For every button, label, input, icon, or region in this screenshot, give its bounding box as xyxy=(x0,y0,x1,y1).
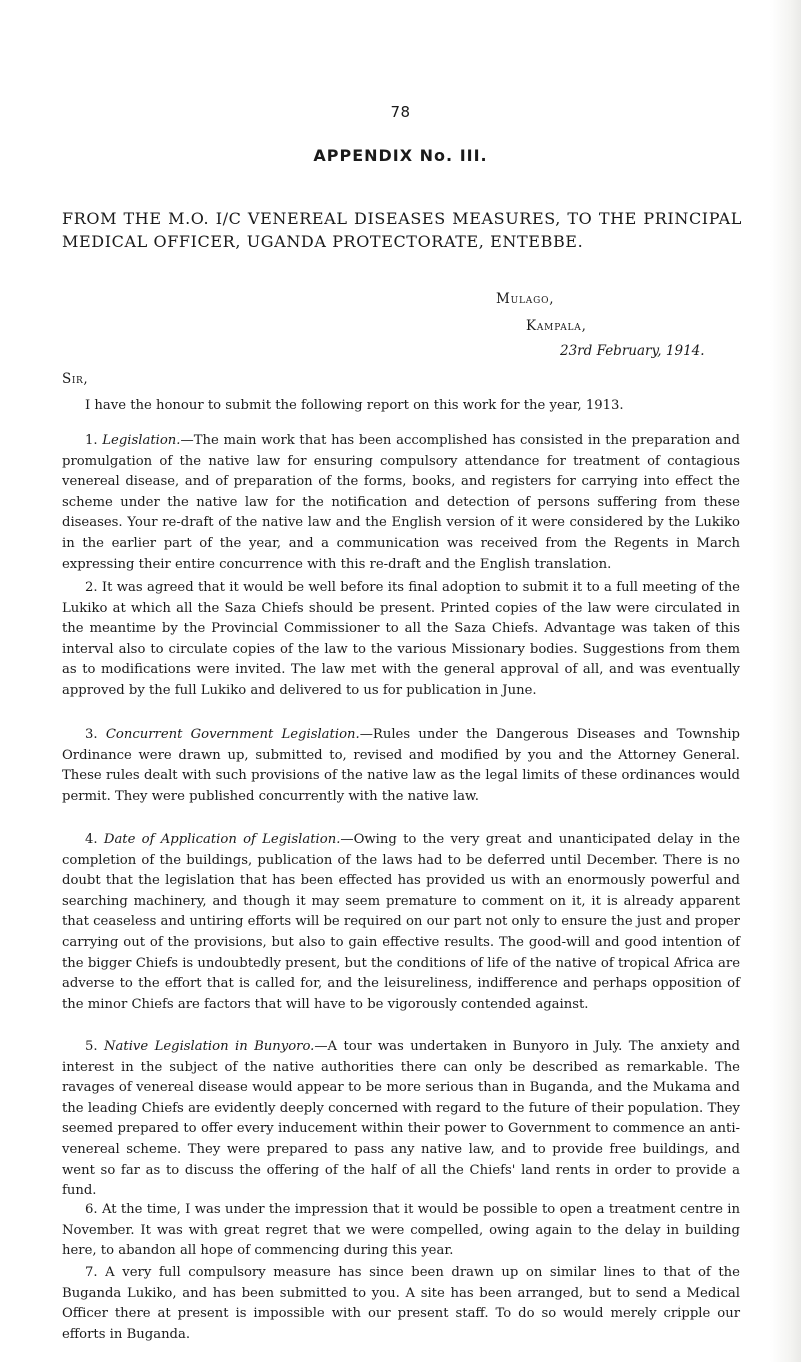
paragraph-text: —A tour was undertaken in Bunyoro in July. The anxiety and interest in the subject of the native authorities there can only be described as remarkable. The ravages of venereal disease would appear to be more serious than in Buganda, and the Mukama and the leading Chiefs are evidently deeply concerned with regard to the future of their population. They seemed prepared to offer every inducement within their power to Government to commence an anti-venereal scheme. They were prepared to pass any native law, and to provide free buildings, and went so far as to discuss the offering of the half of all the Chiefs' land rents in order to provide a fund. xyxy=(62,1039,741,1199)
paragraph-5 xyxy=(62,1037,740,1202)
paragraph-1 xyxy=(62,431,740,575)
paragraph-4 xyxy=(62,830,740,1015)
letter-heading: FROM THE M.O. I/C VENEREAL DISEASES MEASURES, TO THE PRINCIPAL MEDICAL OFFICER, UGANDA PROTECTORATE, ENTEBBE. xyxy=(62,209,742,251)
letter-date: 23rd February, 1914. xyxy=(560,343,705,359)
paragraph-title: Native Legislation in Bunyoro. xyxy=(104,1039,315,1054)
paragraph-2 xyxy=(62,578,740,702)
paragraph-3 xyxy=(62,725,740,807)
paragraph-title: Legislation. xyxy=(102,433,181,448)
paragraph-title: Concurrent Government Legislation. xyxy=(105,727,360,742)
salutation: Sir, xyxy=(62,371,89,387)
intro-paragraph: I have the honour to submit the following report on this work for the year, 1913. xyxy=(85,398,624,413)
paragraph-number: 5. xyxy=(85,1039,98,1054)
paragraph-number: 7. xyxy=(85,1265,98,1280)
paragraph-number: 2. xyxy=(85,580,98,595)
paragraph-text: It was agreed that it would be well before its final adoption to submit it to a full meeting of the Lukiko at which all the Saza Chiefs should be present. Printed copies of the law were circulated in the meantime by the Provincial Commissioner to all the Saza Chiefs. Advantage was taken of this interval also to circulate copies of the law to the various Missionary bodies. Suggestions from them as to modifications were invited. The law met with the general approval of all, and was eventually approved by the full Lukiko and delivered to us for publication in June. xyxy=(62,580,740,698)
paragraph-text: —The main work that has been accomplished has consisted in the preparation and promulgation of the native law for ensuring compulsory attendance for treatment of contagious venereal disease, and of preparation of the forms, books, and registers for carrying into effect the scheme under the native law for the notification and detection of persons suffering from these diseases. Your re-draft of the native law and the English version of it were considered by the Lukiko in the earlier part of the year, and a communication was received from the Regents in March expressing their entire concurrence with this re-draft and the English translation. xyxy=(62,433,740,572)
paragraph-number: 3. xyxy=(85,727,98,742)
paragraph-text: —Owing to the very great and unanticipated delay in the completion of the buildings, publication of the laws had to be deferred until December. There is no doubt that the legislation that has been effected has provided us with an enormously powerful and searching machinery, and though it may seem premature to comment on it, it is already apparent that ceaseless and untiring efforts will be required on our part not only to ensure the just and proper carrying out of the provisions, but also to gain effective results. The good-will and good intention of the bigger Chiefs is undoubtedly present, but the conditions of life of the native of tropical Africa are adverse to the effort that is called for, and the leisureliness, indifference and perhaps opposition of the minor Chiefs are factors that will have to be vigorously contended against. xyxy=(62,832,741,1012)
appendix-title: APPENDIX No. III. xyxy=(313,146,488,165)
paragraph-number: 6. xyxy=(85,1202,98,1217)
address-line-kampala: Kampala, xyxy=(526,318,587,334)
address-line-mulago: Mulago, xyxy=(496,291,555,307)
paragraph-text: A very full compulsory measure has since been drawn up on similar lines to that of the Buganda Lukiko, and has been submitted to you. A site has been arranged, but to send a Medical Officer there at present is impossible with our present staff. To do so would merely cripple our efforts in Buganda. xyxy=(62,1265,740,1342)
paragraph-title: Date of Application of Legislation. xyxy=(103,832,341,847)
paragraph-text: —Rules under the Dangerous Diseases and Township Ordinance were drawn up, submitted to, revised and modified by you and the Attorney General. These rules dealt with such provisions of the native law as the legal limits of these ordinances would permit. They were published concurrently with the native law. xyxy=(62,727,740,804)
paragraph-7 xyxy=(62,1263,740,1345)
paragraph-number: 1. xyxy=(85,433,98,448)
paragraph-6 xyxy=(62,1200,740,1262)
paragraph-number: 4. xyxy=(85,832,98,847)
page-number: 78 xyxy=(390,103,411,121)
paragraph-text: At the time, I was under the impression that it would be possible to open a treatment centre in November. It was with great regret that we were compelled, owing again to the delay in building here, to abandon all hope of commencing during this year. xyxy=(62,1202,740,1259)
